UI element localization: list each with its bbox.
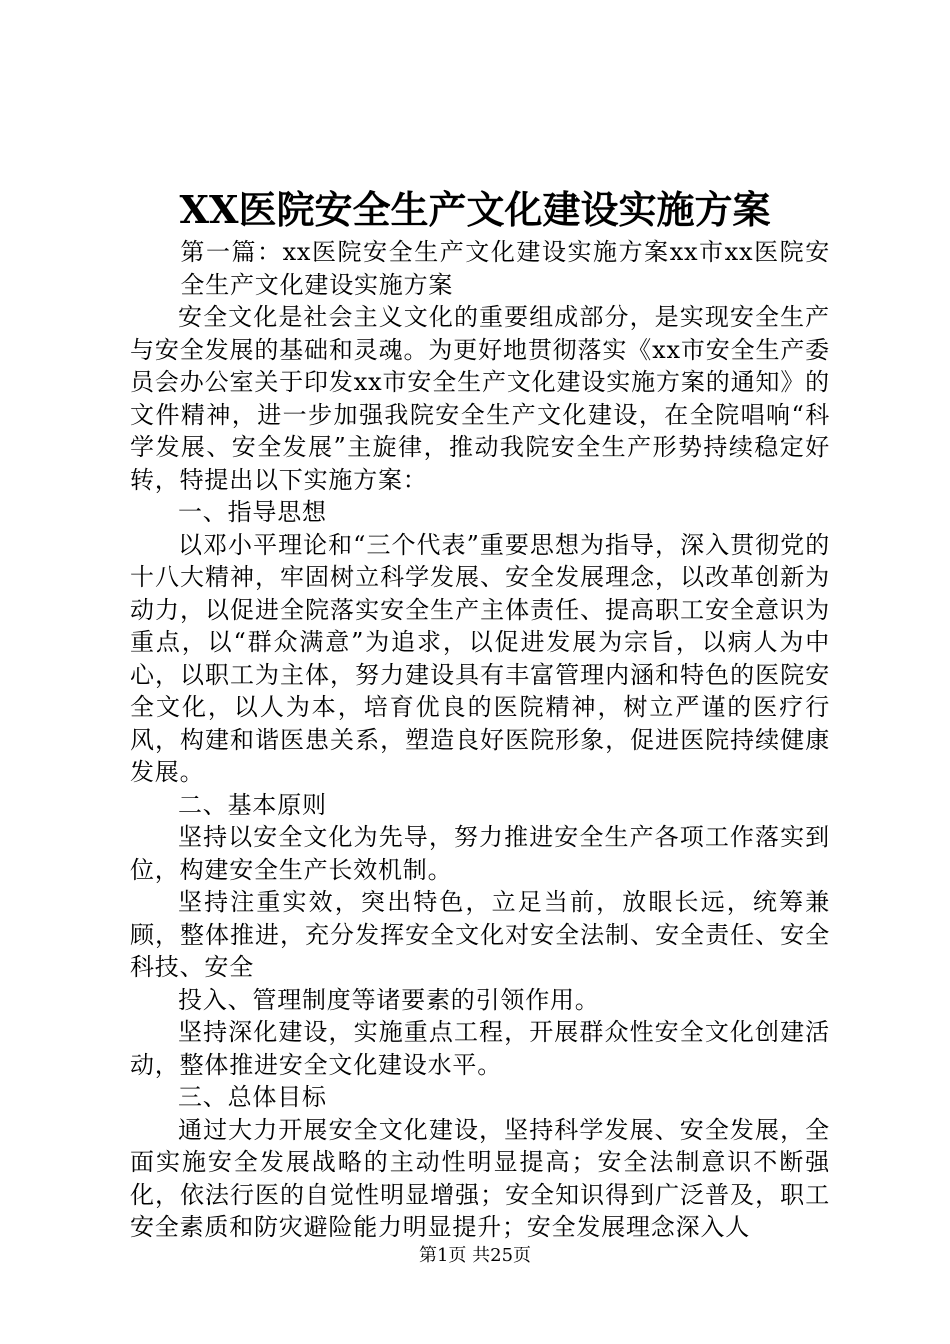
document-title: XX医院安全生产文化建设实施方案 — [179, 187, 771, 232]
section-heading-overall-goals: 三、总体目标 — [178, 1083, 327, 1111]
paragraph-principle-2-continued: 投入、管理制度等诸要素的引领作用。 — [178, 985, 600, 1014]
paragraph-overall-goals: 通过大力开展安全文化建设，坚持科学发展、安全发展，全面实施安全发展战略的主动性明显提高；安全法制意识不断强化，依法行医的自觉性明显增强；安全知识得到广泛普及，职工安全素质和防灾避险能力明显提升；安全发展理念深入人 — [130, 1115, 830, 1241]
paragraph-guiding-ideology: 以邓小平理论和“三个代表”重要思想为指导，深入贯彻党的十八大精神，牢固树立科学发展、安全发展理念，以改革创新为动力，以促进全院落实安全生产主体责任、提高职工安全意识为重点，以“群众满意”为追求，以促进发展为宗旨，以病人为中心，以职工为主体，努力建设具有丰富管理内涵和特色的医院安全文化，以人为本，培育优良的医院精神，树立严谨的医疗行风，构建和谐医患关系，塑造良好医院形象，促进医院持续健康发展。 — [130, 530, 830, 786]
document-body — [130, 236, 830, 1244]
section-heading-basic-principles: 二、基本原则 — [178, 790, 327, 819]
paragraph-principle-1: 坚持以安全文化为先导，努力推进安全生产各项工作落实到位，构建安全生产长效机制。 — [130, 823, 830, 884]
paragraph-principle-2: 坚持注重实效，突出特色，立足当前，放眼长远，统筹兼顾，整体推进，充分发挥安全文化对安全法制、安全责任、安全科技、安全 — [130, 888, 830, 981]
section-heading-guiding-ideology: 一、指导思想 — [178, 498, 327, 526]
page-footer: 第1页 共25页 — [418, 1245, 532, 1266]
paragraph-principle-3: 坚持深化建设，实施重点工程，开展群众性安全文化创建活动，整体推进安全文化建设水平。 — [130, 1018, 830, 1079]
paragraph-intro: 第一篇：xx医院安全生产文化建设实施方案xx市xx医院安全生产文化建设实施方案 — [180, 238, 830, 299]
paragraph-safety-culture: 安全文化是社会主义文化的重要组成部分，是实现安全生产与安全发展的基础和灵魂。为更好地贯彻落实《xx市安全生产委员会办公室关于印发xx市安全生产文化建设实施方案的通知》的文件精神，进一步加强我院安全生产文化建设，在全院唱响“科学发展、安全发展”主旋律，推动我院安全生产形势持续稳定好转，特提出以下实施方案： — [130, 303, 830, 494]
